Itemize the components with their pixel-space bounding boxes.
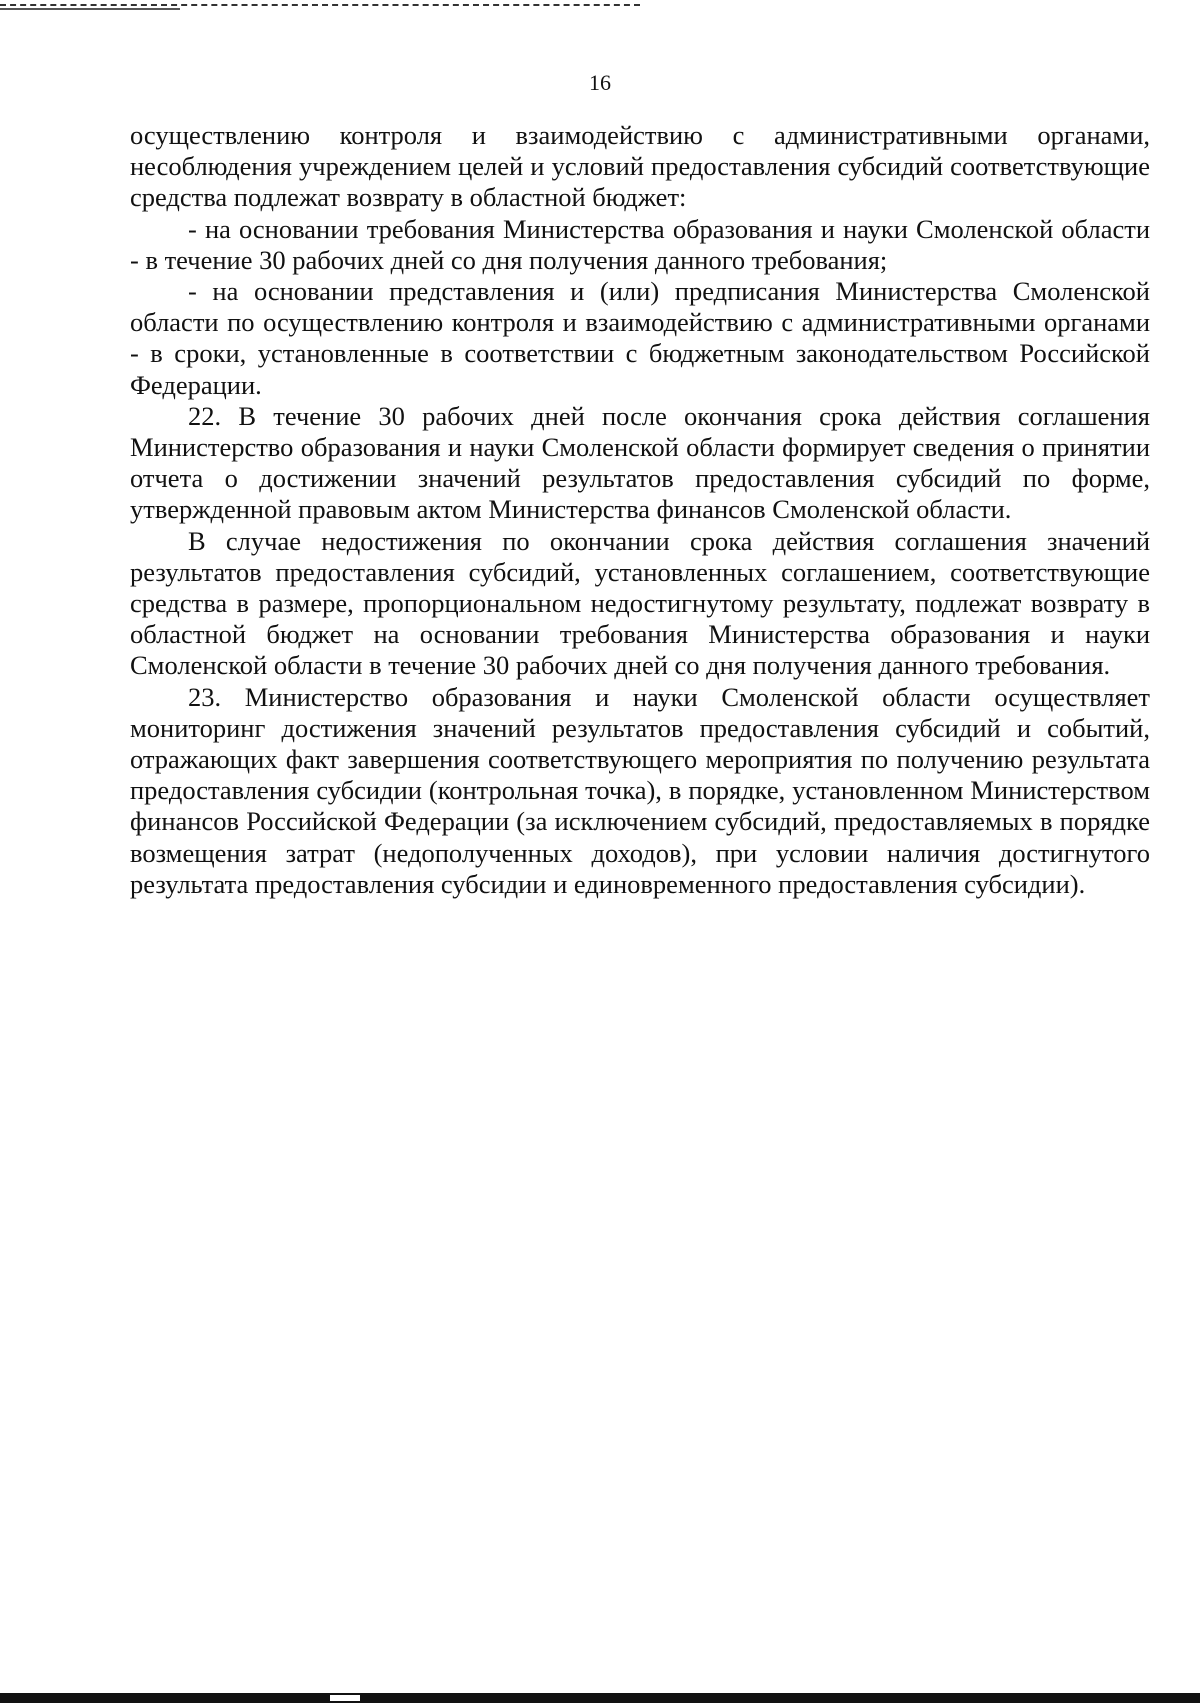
paragraph-return-conditions: осуществлению контроля и взаимодействию с административными органами, несоблюдения учреждением целей и условий предоставления субсидий соответствующие средства подлежат возврату в областной бюджет: (130, 120, 1150, 213)
paragraph-item-22: 22. В течение 30 рабочих дней после окончания срока действия соглашения Министерство образования и науки Смоленской области формирует сведения о принятии отчета о достижении значений результатов предоставления субсидий по форме, утвержденной правовым актом Министерства финансов Смоленской области. (130, 400, 1150, 525)
page-number: 16 (589, 70, 611, 95)
scan-edge-top (0, 4, 640, 6)
document-body (130, 120, 1150, 900)
paragraph-ministry-requirement: - на основании требования Министерства образования и науки Смоленской области - в течение 30 рабочих дней со дня получения данного требования; (130, 213, 1150, 275)
paragraph-control-order: - на основании представления и (или) предписания Министерства Смоленской области по осуществлению контроля и взаимодействию с административными органами - в сроки, установленные в соответствии с бюджетным законодательством Российской Федерации. (130, 276, 1150, 400)
paragraph-underachievement: В случае недостижения по окончании срока действия соглашения значений результатов предоставления субсидий, установленных соглашением, соответствующие средства в размере, пропорциональном недостигнутому результату, подлежат возврату в областной бюджет на основании требования Министерства образования и науки Смоленской области в течение 30 рабочих дней со дня получения данного требования. (130, 525, 1150, 681)
scan-edge-bottom (0, 1693, 1200, 1703)
scan-edge-top-line (0, 8, 180, 10)
paragraph-item-23: 23. Министерство образования и науки Смоленской области осуществляет мониторинг достижения значений результатов предоставления субсидий и событий, отражающих факт завершения соответствующего мероприятия по получению результата предоставления субсидии (контрольная точка), в порядке, установленном Министерством финансов Российской Федерации (за исключением субсидий, предоставляемых в порядке возмещения затрат (недополученных доходов), при условии наличия достигнутого результата предоставления субсидии и единовременного предоставления субсидии). (130, 681, 1150, 899)
scan-edge-bottom-gap (330, 1695, 360, 1701)
